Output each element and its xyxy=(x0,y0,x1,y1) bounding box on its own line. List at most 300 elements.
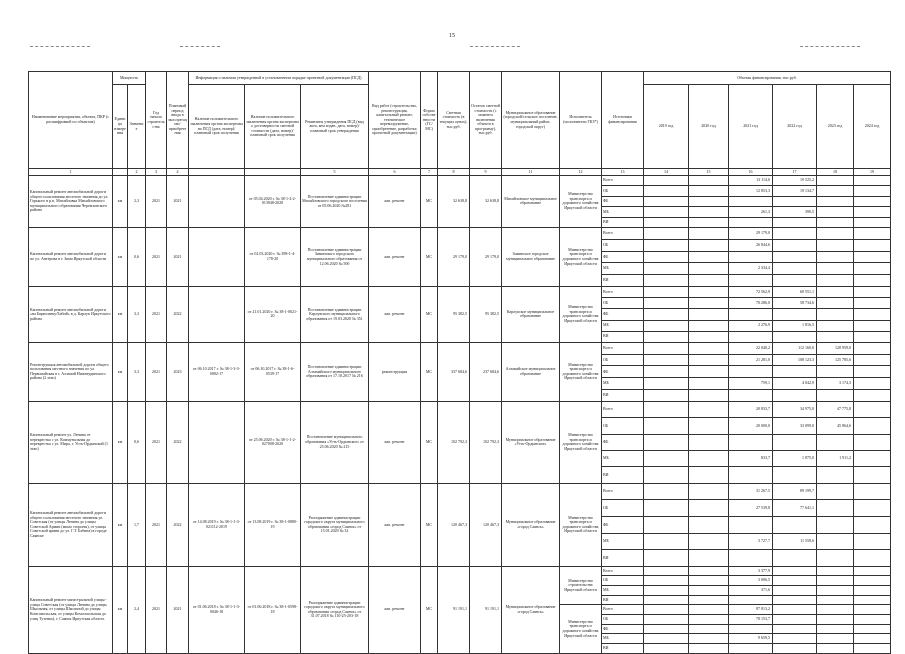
index-cell: 18 xyxy=(817,169,854,176)
amount-2020 xyxy=(689,467,729,483)
amount-2021 xyxy=(729,217,773,227)
year-end: 2022 xyxy=(167,401,189,483)
index-cell: 2 xyxy=(128,169,146,176)
amount-2022: 11 558,6 xyxy=(773,533,817,550)
amount-2021: 72 562,9 xyxy=(729,286,773,297)
amount-2019 xyxy=(644,418,689,434)
col-power-unit: Единица измерения xyxy=(113,85,128,169)
amount-2021: 70 286,0 xyxy=(729,298,773,309)
amount-2024 xyxy=(854,517,891,534)
amount-2019 xyxy=(644,467,689,483)
amount-2019 xyxy=(644,605,689,615)
estimate: 337 684,6 xyxy=(438,342,470,401)
estimate: 120 467,3 xyxy=(438,483,470,566)
funding-source: ФБ xyxy=(602,309,644,320)
amount-2019 xyxy=(644,566,689,576)
executor: Министерство транспорта и дорожного хозяйства Иркутской области xyxy=(560,286,602,342)
pd-approval: Распоряжение администрации городского округа муниципального образования «город Саянск» от 31.07.2018 № 110-25-203-18 xyxy=(301,566,369,653)
amount-2023 xyxy=(817,390,854,402)
table-row xyxy=(29,176,891,186)
amount-2019 xyxy=(644,186,689,196)
power-value: 2,4 xyxy=(128,566,146,653)
amount-2019 xyxy=(644,263,689,275)
amount-2019 xyxy=(644,176,689,186)
amount-2020 xyxy=(689,263,729,275)
funding-source: ВИ xyxy=(602,467,644,483)
funding-source: ОБ xyxy=(602,576,644,586)
pd-approval: Постановление администрации Михайловского городского поселения от 05.06.2020 №281 xyxy=(301,176,369,228)
amount-2023: 128 959,0 xyxy=(817,342,854,354)
pd-conclusion: от 01.06.2018 г. № 38-1-1-3-0046-18 xyxy=(189,566,245,653)
amount-2020 xyxy=(689,586,729,596)
amount-2019 xyxy=(644,298,689,309)
project-name: Капитальный ремонт магистральной улицы - улица Советская (от улицы Ленина до улицы Школьная, от улицы Школьной до улицы Комсомольская, от улицы Комсомольская до улиц Тутенко), г. Саянск Иркутская область xyxy=(29,566,113,653)
funding-source: Всего xyxy=(602,483,644,500)
amount-2024 xyxy=(854,298,891,309)
funding-source: Всего xyxy=(602,401,644,417)
amount-2022 xyxy=(773,595,817,605)
amount-2020 xyxy=(689,644,729,654)
amount-2022: 1 816,5 xyxy=(773,320,817,331)
year-start: 2021 xyxy=(146,176,167,228)
amount-2022 xyxy=(773,227,817,239)
amount-2020 xyxy=(689,566,729,576)
funding-source: МБ xyxy=(602,378,644,390)
amount-2024 xyxy=(854,275,891,287)
municipality: Зиминское городское муниципальное образование xyxy=(502,227,560,286)
funding-source: МБ xyxy=(602,533,644,550)
index-cell: 11 xyxy=(502,169,560,176)
index-cell: 7 xyxy=(421,169,438,176)
amount-2023 xyxy=(817,176,854,186)
amount-2020 xyxy=(689,186,729,196)
amount-2021: 87 813,2 xyxy=(729,605,773,615)
amount-2020 xyxy=(689,227,729,239)
amount-2022 xyxy=(773,586,817,596)
amount-2022 xyxy=(773,550,817,567)
amount-2019 xyxy=(644,550,689,567)
work-type: реконструкция xyxy=(369,342,421,401)
pd-approval: Постановление администрации Карлукского муниципального образования от 19.03.2020 № 351 xyxy=(301,286,369,342)
year-end: 2021 xyxy=(167,566,189,653)
col-power: Мощность xyxy=(113,72,146,85)
amount-2021: 3 377,9 xyxy=(729,566,773,576)
col-year: 2023 год xyxy=(817,85,854,169)
index-cell: 3 xyxy=(146,169,167,176)
project-name: Реконструкция автомобильной дороги общего пользования местного значения по ул. Первомайская в г. Алзамай Нижнеудинского района (2 этап) xyxy=(29,342,113,401)
amount-2019 xyxy=(644,401,689,417)
amount-2020 xyxy=(689,533,729,550)
amount-2022 xyxy=(773,366,817,378)
divider xyxy=(470,46,520,47)
amount-2021 xyxy=(729,390,773,402)
pd-cost-conclusion: от 25.06.2020 г. № 38-1-1-2-027008-2020 xyxy=(245,401,301,483)
amount-2020 xyxy=(689,624,729,634)
power-value: 2,3 xyxy=(128,176,146,228)
amount-2024 xyxy=(854,378,891,390)
power-value: 1,7 xyxy=(128,483,146,566)
amount-2020 xyxy=(689,615,729,625)
remaining: 91 191,1 xyxy=(470,566,502,653)
amount-2021: 3 727,7 xyxy=(729,533,773,550)
municipality: Алзамайское муниципальное образование xyxy=(502,342,560,401)
amount-2023 xyxy=(817,275,854,287)
funding-source: Всего xyxy=(602,566,644,576)
amount-2021: 20 833,7 xyxy=(729,401,773,417)
amount-2021 xyxy=(729,331,773,342)
estimate: 32 638,8 xyxy=(438,176,470,228)
municipality: Михайловское муниципальное образование xyxy=(502,176,560,228)
funding-source: ВИ xyxy=(602,331,644,342)
amount-2024 xyxy=(854,576,891,586)
project-name: Капитальный ремонт ул. Ленина от перекрестка с ул. Коммунальная до перекрестка с ул. Мира, г. Усть-Ордынский (1 этап) xyxy=(29,401,113,483)
pd-cost-conclusion: от 21.01.2020 г. № 38-1-0021-20 xyxy=(245,286,301,342)
pd-cost-conclusion: от 01.06.2018 г. № 38-1-0598-18 xyxy=(245,566,301,653)
amount-2022: 4 042,9 xyxy=(773,378,817,390)
funding-source: ВИ xyxy=(602,390,644,402)
amount-2019 xyxy=(644,483,689,500)
amount-2023 xyxy=(817,286,854,297)
amount-2024 xyxy=(854,286,891,297)
amount-2019 xyxy=(644,320,689,331)
executor: Министерство транспорта и дорожного хозяйства Иркутской области xyxy=(560,483,602,566)
work-type: кап. ремонт xyxy=(369,286,421,342)
amount-2023 xyxy=(817,298,854,309)
year-start: 2021 xyxy=(146,401,167,483)
amount-2020 xyxy=(689,500,729,517)
work-type: кап. ремонт xyxy=(369,401,421,483)
amount-2020 xyxy=(689,196,729,206)
amount-2023 xyxy=(817,500,854,517)
index-cell: 19 xyxy=(854,169,891,176)
col-year-start: Год начала строительства xyxy=(146,72,167,169)
amount-2020 xyxy=(689,378,729,390)
amount-2023 xyxy=(817,196,854,206)
amount-2021: 22 040,2 xyxy=(729,342,773,354)
col-year: 2022 год xyxy=(773,85,817,169)
pd-cost-conclusion: от 13.08.2019 г. № 38-1-0880-19 xyxy=(245,483,301,566)
amount-2021 xyxy=(729,434,773,450)
amount-2023: 125 785,6 xyxy=(817,354,854,366)
index-cell: 4 xyxy=(167,169,189,176)
funding-source: ФБ xyxy=(602,434,644,450)
amount-2021: 2 334,4 xyxy=(729,263,773,275)
amount-2021: 29 179,0 xyxy=(729,227,773,239)
col-pd-group: Информация о наличии утвержденной в установленном порядке проектной документации (ПСД) xyxy=(189,72,369,85)
amount-2021: 27 539,8 xyxy=(729,500,773,517)
amount-2020 xyxy=(689,239,729,251)
amount-2024 xyxy=(854,550,891,567)
funding-source: МБ xyxy=(602,207,644,217)
amount-2020 xyxy=(689,251,729,263)
amount-2024 xyxy=(854,566,891,576)
funding-source: ОБ xyxy=(602,615,644,625)
funding-source: ОБ xyxy=(602,354,644,366)
amount-2021 xyxy=(729,550,773,567)
pd-cost-conclusion: от 06.10.2017 г. № 38-1-6-0539-17 xyxy=(245,342,301,401)
table-row xyxy=(29,401,891,417)
amount-2024 xyxy=(854,320,891,331)
amount-2020 xyxy=(689,217,729,227)
year-start: 2021 xyxy=(146,227,167,286)
funding-source: ФБ xyxy=(602,517,644,534)
amount-2024 xyxy=(854,354,891,366)
pd-approval: Постановление муниципального образования «Усть-Ордынское» от 25.06.2020 № 215 xyxy=(301,401,369,483)
amount-2021 xyxy=(729,517,773,534)
power-unit: км xyxy=(113,176,128,228)
amount-2023: 1 911,2 xyxy=(817,451,854,467)
amount-2019 xyxy=(644,451,689,467)
col-executor: Исполнитель (исполнители ГКЗ*) xyxy=(560,72,602,169)
col-pd-conclusion: Наличие положительного заключения органа экспертизы на ПСД (дата, номер)/плановый срок получения xyxy=(189,85,245,169)
col-power-value: Значение xyxy=(128,85,146,169)
amount-2022: 34 975,0 xyxy=(773,401,817,417)
work-type: кап. ремонт xyxy=(369,566,421,653)
funding-source: ВИ xyxy=(602,217,644,227)
table-row xyxy=(29,286,891,297)
col-funding-group: Объемы финансирования, тыс.руб. xyxy=(644,72,891,85)
col-year-end: Плановый период ввода в эксплуатацию/приобретения xyxy=(167,72,189,169)
amount-2023 xyxy=(817,586,854,596)
amount-2023 xyxy=(817,605,854,615)
executor: Министерство транспорта и дорожного хозяйства Иркутской области xyxy=(560,227,602,286)
amount-2023 xyxy=(817,331,854,342)
col-name: Наименование мероприятия, объекта, ПКР (с расшифровкой по объектам) xyxy=(29,72,113,169)
amount-2021 xyxy=(729,196,773,206)
amount-2021: 2 276,9 xyxy=(729,320,773,331)
funding-source: МБ xyxy=(602,586,644,596)
amount-2024 xyxy=(854,451,891,467)
amount-2019 xyxy=(644,342,689,354)
index-cell: 5 xyxy=(301,169,369,176)
power-value: 0,6 xyxy=(128,227,146,286)
col-year: 2021 год xyxy=(729,85,773,169)
amount-2024 xyxy=(854,390,891,402)
divider xyxy=(30,46,90,47)
amount-2024 xyxy=(854,500,891,517)
amount-2023 xyxy=(817,434,854,450)
amount-2019 xyxy=(644,586,689,596)
year-start: 2021 xyxy=(146,566,167,653)
amount-2024 xyxy=(854,434,891,450)
amount-2022 xyxy=(773,434,817,450)
col-year: 2019 год xyxy=(644,85,689,169)
amount-2020 xyxy=(689,595,729,605)
amount-2020 xyxy=(689,207,729,217)
col-estimate: Сметная стоимость (в текущих ценах), тыс.руб. xyxy=(438,72,470,169)
amount-2020 xyxy=(689,390,729,402)
col-ownership: Форма собственности (ГС/МС) xyxy=(421,72,438,169)
funding-source: ОБ xyxy=(602,298,644,309)
amount-2021 xyxy=(729,275,773,287)
amount-2020 xyxy=(689,354,729,366)
funding-source: Всего xyxy=(602,605,644,615)
year-end: 2023 xyxy=(167,342,189,401)
amount-2021 xyxy=(729,366,773,378)
estimate: 29 179,0 xyxy=(438,227,470,286)
amount-2021: 31 267,5 xyxy=(729,483,773,500)
funding-source: МБ xyxy=(602,263,644,275)
amount-2021: 12 853,3 xyxy=(729,186,773,196)
amount-2021 xyxy=(729,251,773,263)
pd-conclusion xyxy=(189,227,245,286)
amount-2023 xyxy=(817,483,854,500)
amount-2022 xyxy=(773,467,817,483)
amount-2023 xyxy=(817,186,854,196)
funding-source: ОБ xyxy=(602,186,644,196)
amount-2022 xyxy=(773,566,817,576)
amount-2022 xyxy=(773,331,817,342)
amount-2024 xyxy=(854,217,891,227)
col-pd-approval: Реквизиты утверждения ПСД (вид акта, кем издан, дата, номер)/плановый срок утверждения xyxy=(301,85,369,169)
amount-2024 xyxy=(854,263,891,275)
funding-source: ВИ xyxy=(602,550,644,567)
amount-2021: 371,6 xyxy=(729,586,773,596)
index-cell: 13 xyxy=(602,169,644,176)
amount-2019 xyxy=(644,366,689,378)
col-sources: Источники финансирования xyxy=(602,72,644,169)
amount-2022 xyxy=(773,390,817,402)
ownership: МС xyxy=(421,401,438,483)
amount-2022 xyxy=(773,634,817,644)
amount-2024 xyxy=(854,595,891,605)
program-table xyxy=(28,71,891,654)
amount-2024 xyxy=(854,644,891,654)
amount-2022 xyxy=(773,605,817,615)
index-row xyxy=(29,169,891,176)
amount-2022 xyxy=(773,239,817,251)
executor: Министерство строительства Иркутской области xyxy=(560,566,602,605)
power-value: 0,6 xyxy=(128,401,146,483)
power-unit: км xyxy=(113,566,128,653)
amount-2023 xyxy=(817,251,854,263)
amount-2019 xyxy=(644,196,689,206)
amount-2021 xyxy=(729,309,773,320)
table-row xyxy=(29,483,891,500)
estimate: 91 191,1 xyxy=(438,566,470,653)
project-name: Капитальный ремонт автомобильной дороги по ул. Антерова в г. Зима Иркутской области xyxy=(29,227,113,286)
power-unit: км xyxy=(113,286,128,342)
amount-2024 xyxy=(854,634,891,644)
funding-source: ОБ xyxy=(602,239,644,251)
table-row xyxy=(29,342,891,354)
project-name: Капитальный ремонт автомобильной дороги «на Бирюсинку/Бабий» в д. Карлук Иркутского района xyxy=(29,286,113,342)
amount-2024 xyxy=(854,467,891,483)
divider xyxy=(800,46,860,47)
amount-2020 xyxy=(689,634,729,644)
project-name: Капитальный ремонт автомобильной дороги общего пользования местного значения ул. Советская (от улицы Ленина до улицы Советской Армии (мимо стороны), от улицы Советской армии до ул. Г.Т. Бабина) в городе Саянске xyxy=(29,483,113,566)
amount-2019 xyxy=(644,309,689,320)
index-cell: 1 xyxy=(29,169,113,176)
index-cell: 8 xyxy=(438,169,470,176)
amount-2024 xyxy=(854,207,891,217)
amount-2021: 78 153,7 xyxy=(729,615,773,625)
power-value: 3,3 xyxy=(128,342,146,401)
amount-2020 xyxy=(689,331,729,342)
divider xyxy=(180,46,220,47)
amount-2020 xyxy=(689,451,729,467)
year-end: 2021 xyxy=(167,176,189,228)
pd-conclusion xyxy=(189,176,245,228)
table-row xyxy=(29,566,891,576)
amount-2019 xyxy=(644,354,689,366)
col-municipality: Муниципальное образование (городской/сельское поселение, муниципальный район, городской округ) xyxy=(502,72,560,169)
amount-2022: 112 160,0 xyxy=(773,342,817,354)
amount-2024 xyxy=(854,176,891,186)
pd-approval: Распоряжение администрации городского округа муниципального образования «город Саянск» от 15.01.2020 № 32 xyxy=(301,483,369,566)
amount-2022: 108 123,3 xyxy=(773,354,817,366)
amount-2021 xyxy=(729,467,773,483)
year-start: 2021 xyxy=(146,286,167,342)
municipality: Муниципальное образование «город Саянск» xyxy=(502,483,560,566)
ownership: МС xyxy=(421,176,438,228)
amount-2019 xyxy=(644,390,689,402)
amount-2022 xyxy=(773,263,817,275)
col-work-type: Вид работ (строительство, реконструкция, капитальный ремонт, техническое перевооружение, приобретение, разработка проектной документации) xyxy=(369,72,421,169)
amount-2024 xyxy=(854,483,891,500)
amount-2023 xyxy=(817,366,854,378)
index-cell xyxy=(245,169,301,176)
amount-2022: 19 525,2 xyxy=(773,176,817,186)
amount-2023 xyxy=(817,644,854,654)
funding-source: ВИ xyxy=(602,275,644,287)
pd-conclusion: от 14.08.2019 г. № 38-1-1-3-021112-2019 xyxy=(189,483,245,566)
ownership: МС xyxy=(421,227,438,286)
funding-source: Всего xyxy=(602,342,644,354)
amount-2022 xyxy=(773,615,817,625)
funding-source: ВИ xyxy=(602,595,644,605)
amount-2024 xyxy=(854,401,891,417)
amount-2019 xyxy=(644,500,689,517)
amount-2022: 60 551,1 xyxy=(773,286,817,297)
remaining: 95 382,5 xyxy=(470,286,502,342)
funding-source: ФБ xyxy=(602,366,644,378)
amount-2021 xyxy=(729,644,773,654)
pd-conclusion xyxy=(189,286,245,342)
amount-2020 xyxy=(689,286,729,297)
power-unit: км xyxy=(113,342,128,401)
funding-source: МБ xyxy=(602,451,644,467)
amount-2024 xyxy=(854,533,891,550)
index-cell: 15 xyxy=(689,169,729,176)
index-cell: 17 xyxy=(773,169,817,176)
amount-2021: 759,1 xyxy=(729,378,773,390)
amount-2022: 19 134,7 xyxy=(773,186,817,196)
amount-2020 xyxy=(689,342,729,354)
ownership: МС xyxy=(421,286,438,342)
amount-2019 xyxy=(644,533,689,550)
work-type: кап. ремонт xyxy=(369,483,421,566)
amount-2021: 3 006,5 xyxy=(729,576,773,586)
index-cell: 12 xyxy=(560,169,602,176)
amount-2021: 20 000,0 xyxy=(729,418,773,434)
pd-approval: Постановление администрации Алзамайского муниципального образования от 17.10.2017 № 216 xyxy=(301,342,369,401)
amount-2019 xyxy=(644,286,689,297)
amount-2024 xyxy=(854,624,891,634)
amount-2024 xyxy=(854,196,891,206)
amount-2022 xyxy=(773,576,817,586)
amount-2021: 833,7 xyxy=(729,451,773,467)
work-type: кап. ремонт xyxy=(369,176,421,228)
amount-2022 xyxy=(773,196,817,206)
power-unit: км xyxy=(113,483,128,566)
amount-2024 xyxy=(854,186,891,196)
funding-source: ФБ xyxy=(602,624,644,634)
funding-source: МБ xyxy=(602,634,644,644)
amount-2023 xyxy=(817,227,854,239)
amount-2020 xyxy=(689,434,729,450)
amount-2022: 89 199,7 xyxy=(773,483,817,500)
